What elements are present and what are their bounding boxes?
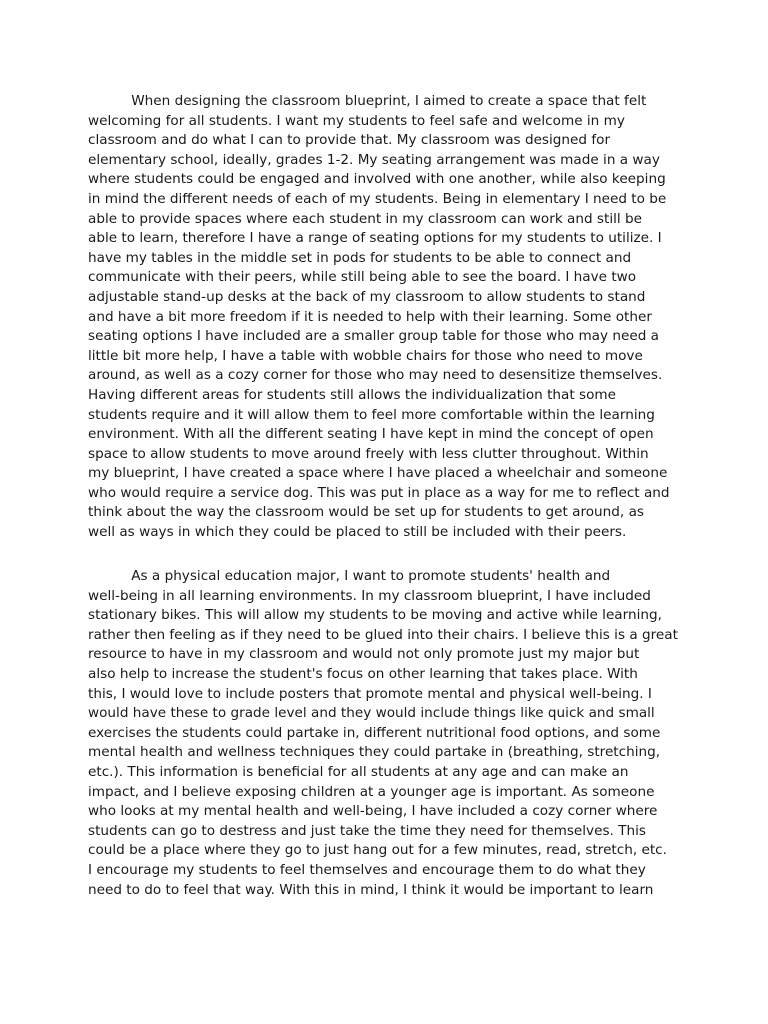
paragraph-2 [88, 567, 688, 900]
text-line: Having different areas for students still allows the individualization that some [88, 386, 617, 403]
text-line: well as ways in which they could be placed to still be included with their peers. [88, 524, 627, 541]
text-line: this, I would love to include posters that promote mental and physical well-being. I [88, 685, 652, 702]
text-line: well-being in all learning environments. In my classroom blueprint, I have included [88, 587, 651, 604]
text-line: who looks at my mental health and well-being, I have included a cozy corner where [88, 803, 658, 820]
text-line: who would require a service dog. This was put in place as a way for me to reflect and [88, 484, 670, 501]
text-line: communicate with their peers, while still being able to see the board. I have two [88, 269, 637, 286]
text-line: have my tables in the middle set in pods for students to be able to connect and [88, 249, 632, 266]
paragraph-1 [88, 92, 688, 543]
text-line: my blueprint, I have created a space where I have placed a wheelchair and someone [88, 465, 668, 482]
text-line: little bit more help, I have a table with wobble chairs for those who need to move [88, 347, 643, 364]
text-line: in mind the different needs of each of my students. Being in elementary I need to be [88, 190, 667, 207]
text-line: where students could be engaged and involved with one another, while also keeping [88, 171, 666, 188]
text-line: would have these to grade level and they would include things like quick and small [88, 705, 655, 722]
text-line: stationary bikes. This will allow my students to be moving and active while learning, [88, 607, 662, 624]
text-line: rather then feeling as if they need to be glued into their chairs. I believe this is a great [88, 626, 678, 643]
text-line: students require and it will allow them to feel more comfortable within the learning [88, 406, 655, 423]
text-line: and have a bit more freedom if it is needed to help with their learning. Some other [88, 308, 652, 325]
text-line: also help to increase the student's focus on other learning that takes place. With [88, 665, 638, 682]
text-line: could be a place where they go to just hang out for a few minutes, read, stretch, etc. [88, 842, 667, 859]
text-line: think about the way the classroom would be set up for students to get around, as [88, 504, 644, 521]
text-line: When designing the classroom blueprint, I aimed to create a space that felt [88, 93, 647, 109]
text-line: exercises the students could partake in, different nutritional food options, and some [88, 724, 661, 741]
text-line: seating options I have included are a smaller group table for those who may need a [88, 328, 660, 345]
text-line: welcoming for all students. I want my students to feel safe and welcome in my [88, 112, 625, 129]
text-line: resource to have in my classroom and would not only promote just my major but [88, 646, 640, 663]
text-line: students can go to destress and just take the time they need for themselves. This [88, 822, 646, 839]
text-line: environment. With all the different seating I have kept in mind the concept of open [88, 426, 654, 443]
text-line: need to do to feel that way. With this in mind, I think it would be important to learn [88, 881, 654, 898]
text-line: able to provide spaces where each student in my classroom can work and still be [88, 210, 642, 227]
text-line: etc.). This information is beneficial for all students at any age and can make an [88, 763, 629, 780]
text-line: mental health and wellness techniques they could partake in (breathing, stretching, [88, 744, 661, 761]
text-line: As a physical education major, I want to promote students' health and [88, 568, 611, 584]
text-line: classroom and do what I can to provide that. My classroom was designed for [88, 132, 611, 149]
text-line: I encourage my students to feel themselves and encourage them to do what they [88, 861, 646, 878]
text-line: around, as well as a cozy corner for those who may need to desensitize themselves. [88, 367, 663, 384]
text-line: able to learn, therefore I have a range of seating options for my students to utilize. I [88, 230, 662, 247]
text-line: elementary school, ideally, grades 1-2. My seating arrangement was made in a way [88, 151, 660, 168]
text-line: impact, and I believe exposing children at a younger age is important. As someone [88, 783, 655, 800]
text-line: space to allow students to move around freely with less clutter throughout. Within [88, 445, 649, 462]
text-line: adjustable stand-up desks at the back of my classroom to allow students to stand [88, 288, 646, 305]
